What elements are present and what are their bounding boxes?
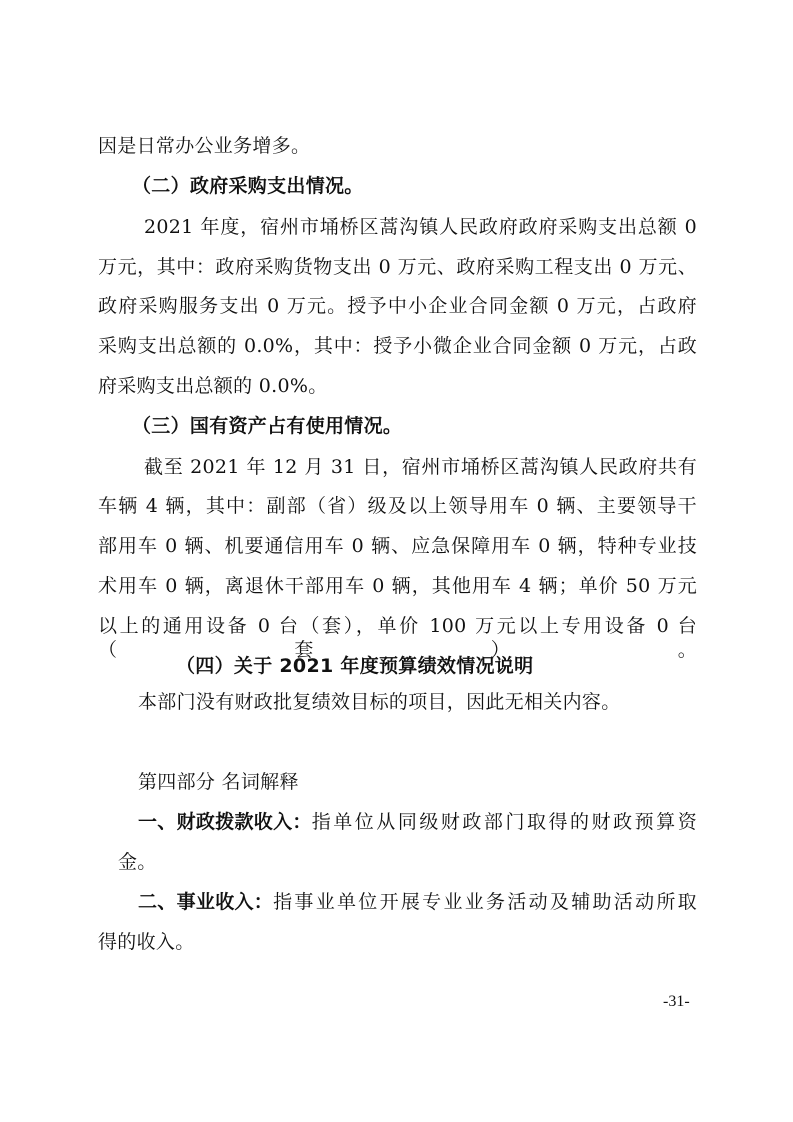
definition-term: 二、事业收入： bbox=[138, 891, 274, 913]
definition-text: 指事业单位开展专业业务活动及辅助活动所取 bbox=[273, 891, 697, 913]
paragraph-line: 因是日常办公业务增多。 bbox=[98, 135, 311, 157]
paragraph-line: 金。 bbox=[118, 851, 157, 873]
paragraph-line: 采购支出总额的 0.0%，其中：授予小微企业合同金额 0 万元，占政 bbox=[98, 335, 697, 357]
paragraph-line: 部用车 0 辆、机要通信用车 0 辆、应急保障用车 0 辆，特种专业技 bbox=[98, 535, 697, 557]
paragraph-line: 得的收入。 bbox=[98, 931, 195, 953]
section-heading: （三）国有资产占有使用情况。 bbox=[132, 415, 403, 437]
paragraph-line: 本部门没有财政批复绩效目标的项目，因此无相关内容。 bbox=[138, 691, 621, 713]
paragraph-line: 以上的通用设备 0 台（套），单价 100 万元以上专用设备 0 台（套）。 bbox=[98, 615, 697, 661]
page-number: -31- bbox=[663, 993, 690, 1010]
paragraph-line: 截至 2021 年 12 月 31 日，宿州市埇桥区蒿沟镇人民政府共有 bbox=[144, 456, 697, 478]
part-heading: 第四部分 名词解释 bbox=[138, 771, 299, 793]
paragraph-line: 术用车 0 辆，离退休干部用车 0 辆，其他用车 4 辆；单价 50 万元 bbox=[98, 575, 697, 597]
paragraph-line: 政府采购服务支出 0 万元。授予中小企业合同金额 0 万元，占政府 bbox=[98, 295, 697, 317]
section-heading: （二）政府采购支出情况。 bbox=[132, 175, 364, 197]
paragraph-line: 车辆 4 辆，其中：副部（省）级及以上领导用车 0 辆、主要领导干 bbox=[98, 495, 697, 517]
definition-term: 一、财政拨款收入： bbox=[138, 811, 312, 833]
definition-line bbox=[138, 890, 697, 914]
paragraph-line: 府采购支出总额的 0.0%。 bbox=[98, 375, 328, 397]
paragraph-line: 万元，其中：政府采购货物支出 0 万元、政府采购工程支出 0 万元、 bbox=[98, 256, 697, 278]
paragraph-line: 2021 年度，宿州市埇桥区蒿沟镇人民政府政府采购支出总额 0 bbox=[144, 216, 697, 238]
section-heading: （四）关于 2021 年度预算绩效情况说明 bbox=[176, 655, 534, 677]
definition-line bbox=[138, 810, 697, 834]
definition-text: 指单位从同级财政部门取得的财政预算资 bbox=[311, 811, 697, 833]
